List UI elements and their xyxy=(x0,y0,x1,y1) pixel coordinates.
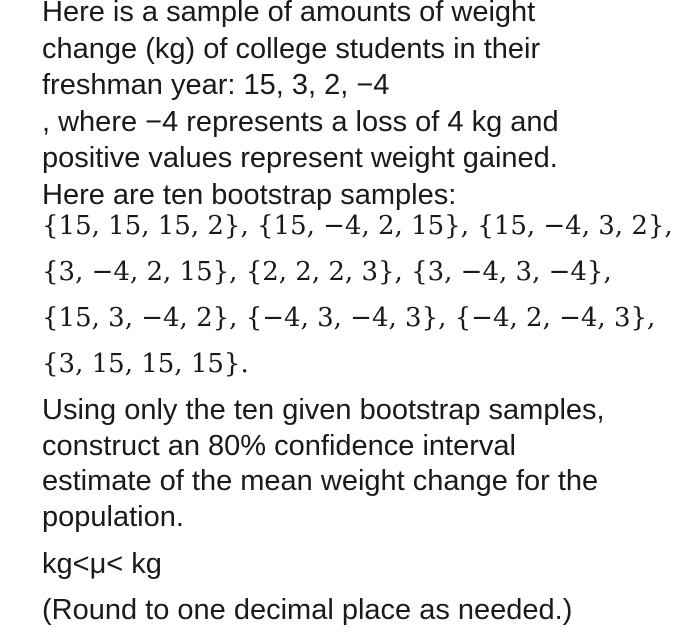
rounding-note: (Round to one decimal place as needed.) xyxy=(42,594,573,626)
intro-line: , where −4 represents a loss of 4 kg and xyxy=(42,105,559,138)
answer-interval-line: kg<μ< kg xyxy=(42,548,162,580)
samples-line: {3, 15, 15, 15}. xyxy=(42,349,249,379)
intro-line: positive values represent weight gained. xyxy=(42,142,558,174)
samples-line: {15, 15, 15, 2}, {15, −4, 2, 15}, {15, −4, 3, 2}, xyxy=(42,211,673,241)
problem-question xyxy=(42,393,682,535)
samples-line: {3, −4, 2, 15}, {2, 2, 2, 3}, {3, −4, 3, −4}, xyxy=(42,257,612,287)
question-line: estimate of the mean weight change for the xyxy=(42,465,599,497)
intro-line: Here are ten bootstrap samples: xyxy=(42,178,457,211)
question-line: construct an 80% confidence interval xyxy=(42,429,516,462)
samples-line: {15, 3, −4, 2}, {−4, 3, −4, 3}, {−4, 2, −4, 3}, xyxy=(42,303,656,333)
bootstrap-samples xyxy=(42,203,682,387)
intro-line: Here is a sample of amounts of weight xyxy=(42,0,536,28)
intro-line: change (kg) of college students in their xyxy=(42,32,541,65)
problem-intro xyxy=(42,0,682,213)
question-line: population. xyxy=(42,500,184,533)
question-line: Using only the ten given bootstrap samples, xyxy=(42,394,605,426)
intro-line: freshman year: 15, 3, 2, −4 xyxy=(42,69,390,101)
